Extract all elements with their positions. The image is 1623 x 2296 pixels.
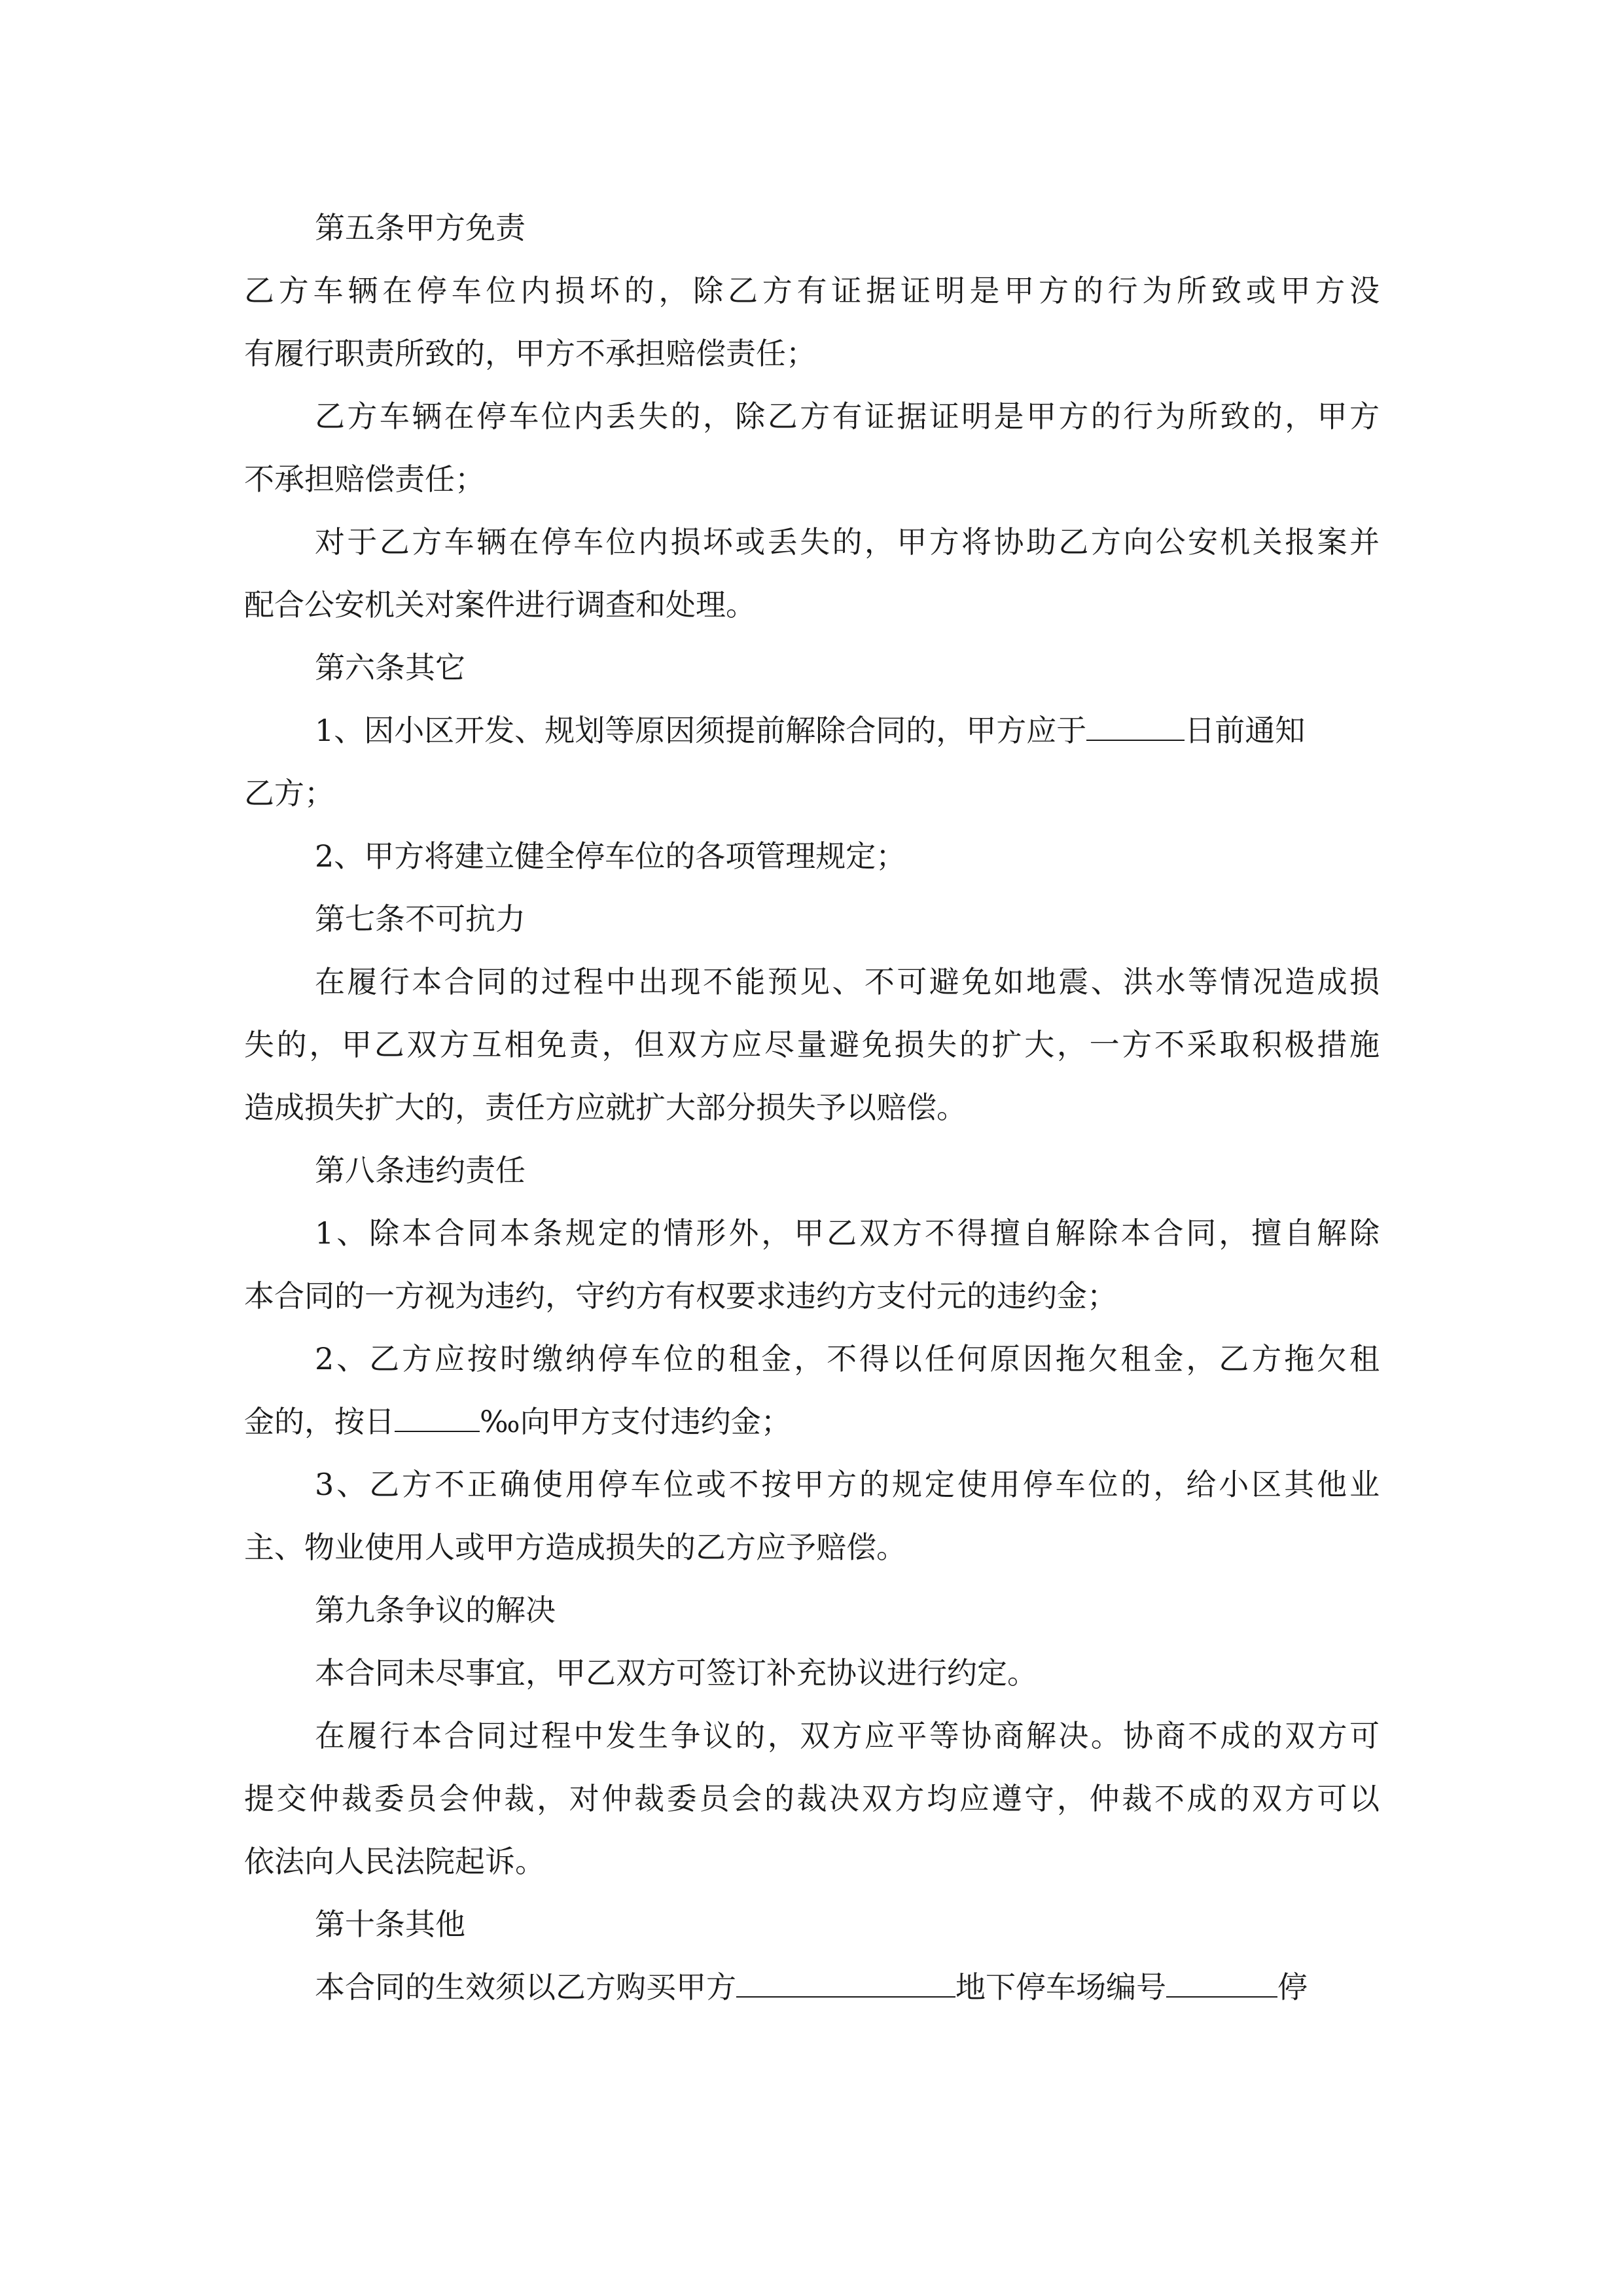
article-8-item-3-line-2: 主、物业使用人或甲方造成损失的乙方应予赔偿。 [244,1530,906,1565]
fill-in-blank [395,1405,480,1432]
article-7-line-3: 造成损失扩大的，责任方应就扩大部分损失予以赔偿。 [244,1090,967,1125]
article-7-line-2: 失的，甲乙双方互相免责，但双方应尽量避免损失的扩大，一方不采取积极措施 [244,1027,1380,1062]
article-9-paragraph-2-line-2: 提交仲裁委员会仲裁，对仲裁委员会的裁决双方均应遵守，仲裁不成的双方可以 [244,1781,1380,1816]
article-9-paragraph-2-line-1: 在履行本合同过程中发生争议的，双方应平等协商解决。协商不成的双方可 [315,1718,1380,1753]
article-6-item-1-text-b: 日前通知 [1185,713,1306,748]
fill-in-blank [1166,1970,1277,1998]
article-8-item-2-line-1: 2、乙方应按时缴纳停车位的租金，不得以任何原因拖欠租金，乙方拖欠租 [315,1341,1380,1376]
article-8-heading: 第八条违约责任 [315,1153,526,1188]
article-7-heading: 第七条不可抗力 [315,901,526,937]
article-9-heading: 第九条争议的解决 [315,1592,556,1628]
fill-in-blank [1086,713,1185,741]
article-5-heading: 第五条甲方免责 [315,210,526,245]
article-5-paragraph-3-line-2: 配合公安机关对案件进行调查和处理。 [244,587,756,622]
article-6-item-1-line-2: 乙方； [244,776,334,811]
article-6-item-1-text-a: 1、因小区开发、规划等原因须提前解除合同的，甲方应于 [315,713,1087,748]
article-8-item-3-line-1: 3、乙方不正确使用停车位或不按甲方的规定使用停车位的，给小区其他业 [315,1467,1380,1502]
article-10-line-1 [315,1966,1308,2008]
article-5-paragraph-2-line-1: 乙方车辆在停车位内丢失的，除乙方有证据证明是甲方的行为所致的，甲方 [315,399,1380,434]
article-8-item-1-line-2: 本合同的一方视为违约，守约方有权要求违约方支付元的违约金； [244,1278,1117,1314]
article-9-paragraph-1: 本合同未尽事宜，甲乙双方可签订补充协议进行约定。 [315,1655,1037,1691]
article-9-paragraph-2-line-3: 依法向人民法院起诉。 [244,1844,545,1879]
article-8-item-1-line-1: 1、除本合同本条规定的情形外，甲乙双方不得擅自解除本合同，擅自解除 [315,1215,1380,1251]
article-10-text-b: 地下停车场编号 [955,1969,1166,2005]
article-5-paragraph-1-line-1: 乙方车辆在停车位内损坏的，除乙方有证据证明是甲方的行为所致或甲方没 [244,273,1380,308]
article-10-heading: 第十条其他 [315,1907,465,1942]
article-10-text-c: 停 [1277,1969,1308,2005]
article-10-text-a: 本合同的生效须以乙方购买甲方 [315,1969,736,2005]
article-8-item-2-line-2 [244,1401,791,1443]
article-5-paragraph-2-line-2: 不承担赔偿责任； [244,461,485,497]
fill-in-blank [736,1970,955,1998]
article-8-item-2-text-b: ‰向甲方支付违约金； [480,1404,791,1439]
article-7-line-1: 在履行本合同的过程中出现不能预见、不可避免如地震、洪水等情况造成损 [315,964,1380,999]
article-5-paragraph-3-line-1: 对于乙方车辆在停车位内损坏或丢失的，甲方将协助乙方向公安机关报案并 [315,524,1380,560]
article-6-item-1-line-1 [315,709,1305,751]
article-5-paragraph-1-line-2: 有履行职责所致的，甲方不承担赔偿责任； [244,336,816,371]
article-8-item-2-text-a: 金的，按日 [244,1404,395,1439]
article-6-item-2: 2、甲方将建立健全停车位的各项管理规定； [315,838,906,874]
article-6-heading: 第六条其它 [315,650,465,685]
